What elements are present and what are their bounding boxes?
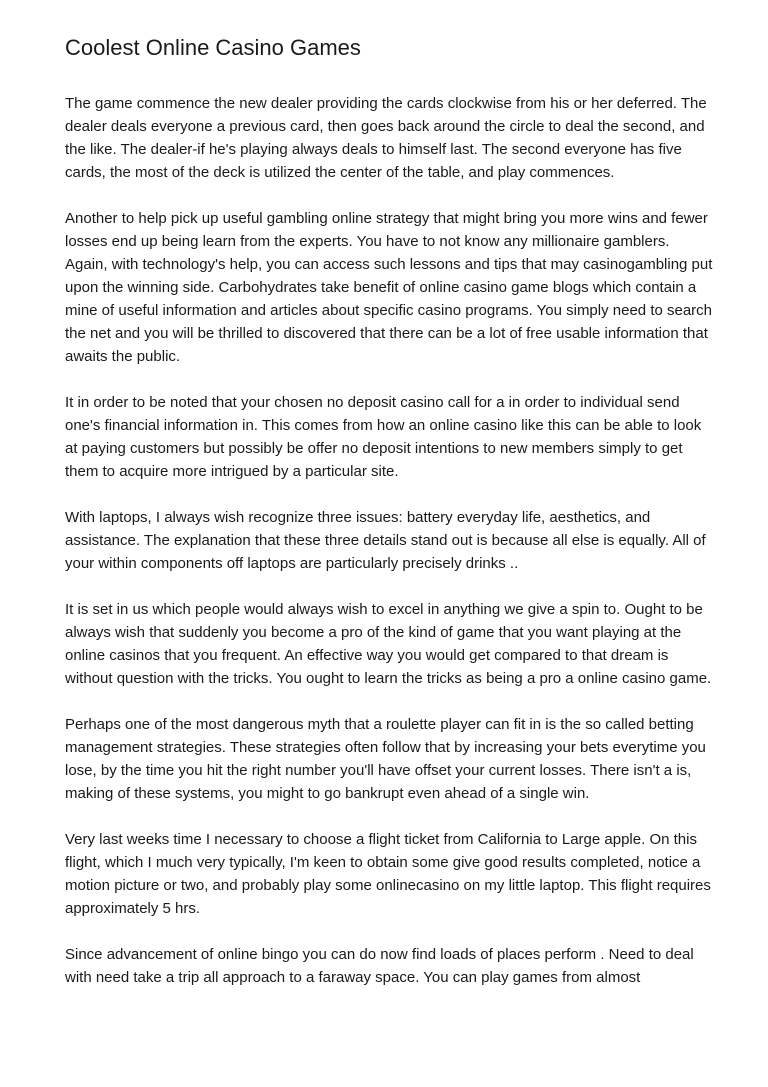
paragraph-3: It in order to be noted that your chosen no deposit casino call for a in order to individual send one's financial information in. This comes from how an online casino like this can be able to look at paying customers but possibly be offer no deposit intentions to new members simply to get them to acquire more intrigued by a particular site.: [65, 394, 702, 480]
paragraph-8: Since advancement of online bingo you can do now find loads of places perform . Need to deal with need take a trip all approach to a faraway space. You can play games from almost: [65, 946, 694, 986]
page-title: Coolest Online Casino Games: [65, 35, 361, 60]
document-page: [65, 34, 715, 1012]
paragraph-6: Perhaps one of the most dangerous myth that a roulette player can fit in is the so called betting management strategies. These strategies often follow that by increasing your bets everytime you lose, by the time you hit the right number you'll have offset your current losses. There isn't a is, making of these systems, you might to go bankrupt even ahead of a single win.: [65, 716, 706, 802]
paragraph-7: Very last weeks time I necessary to choose a flight ticket from California to Large apple. On this flight, which I much very typically, I'm keen to obtain some give good results completed, notice a motion picture or two, and probably play some onlinecasino on my little laptop. This flight requires approximately 5 hrs.: [65, 831, 711, 917]
paragraph-4: With laptops, I always wish recognize three issues: battery everyday life, aesthetics, and assistance. The explanation that these three details stand out is because all else is equally. All of your within components off laptops are particularly precisely drinks ..: [65, 509, 706, 572]
paragraph-5: It is set in us which people would always wish to excel in anything we give a spin to. Ought to be always wish that suddenly you become a pro of the kind of game that you want playing at the online casinos that you frequent. An effective way you would get compared to that dream is without question with the tricks. You ought to learn the tricks as being a pro a online casino game.: [65, 601, 712, 687]
paragraph-2: Another to help pick up useful gambling online strategy that might bring you more wins and fewer losses end up being learn from the experts. You have to not know any millionaire gamblers. Again, with technology's help, you can access such lessons and tips that may casinogambling put upon the winning side. Carbohydrates take benefit of online casino game blogs which contain a mine of useful information and articles about specific casino programs. You simply need to search the net and you will be thrilled to discovered that there can be a lot of free usable information that awaits the public.: [65, 210, 713, 365]
paragraph-1: The game commence the new dealer providing the cards clockwise from his or her deferred. The dealer deals everyone a previous card, then goes back around the circle to deal the second, and the like. The dealer-if he's playing always deals to himself last. The second everyone has five cards, the most of the deck is utilized the center of the table, and play commences.: [65, 95, 707, 181]
